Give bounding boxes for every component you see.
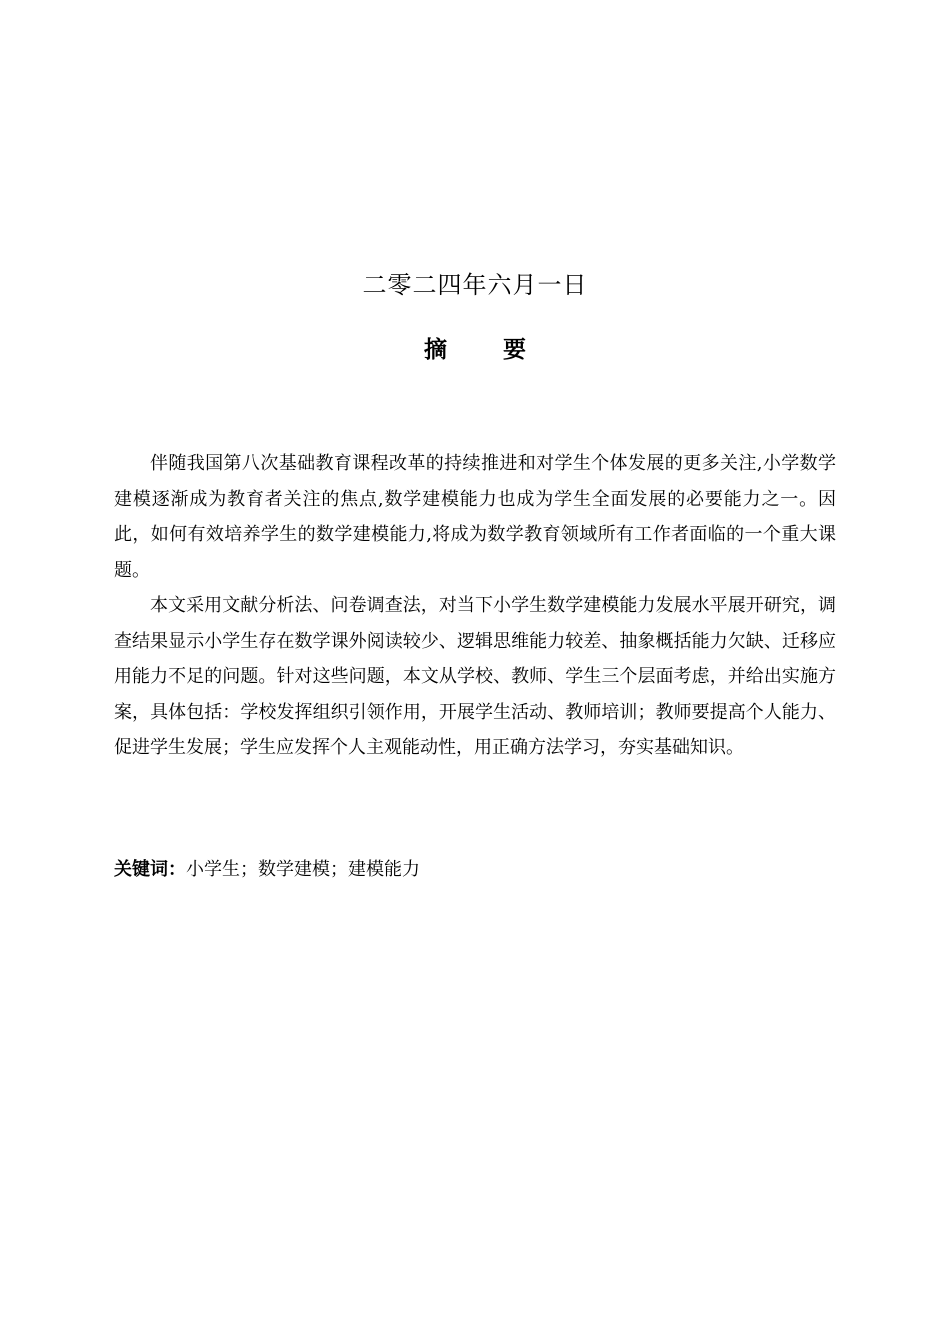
- date-line: 二零二四年六月一日: [362, 271, 588, 299]
- abstract-body: [114, 446, 836, 766]
- abstract-title: 摘 要: [423, 337, 550, 363]
- keywords-label: 关键词：: [114, 859, 186, 880]
- keywords-line: [114, 855, 836, 885]
- abstract-paragraph-2: 本文采用文献分析法、问卷调查法，对当下小学生数学建模能力发展水平展开研究，调查结果显示小学生存在数学课外阅读较少、逻辑思维能力较差、抽象概括能力欠缺、迁移应用能力不足的问题。针对这些问题，本文从学校、教师、学生三个层面考虑，并给出实施方案，具体包括：学校发挥组织引领作用，开展学生活动、教师培训；教师要提高个人能力、促进学生发展；学生应发挥个人主观能动性，用正确方法学习，夯实基础知识。: [114, 595, 836, 758]
- abstract-paragraph-1: 伴随我国第八次基础教育课程改革的持续推进和对学生个体发展的更多关注,小学数学建模逐渐成为教育者关注的焦点,数学建模能力也成为学生全面发展的必要能力之一。因此，如何有效培养学生的数学建模能力,将成为数学教育领域所有工作者面临的一个重大课题。: [114, 453, 836, 581]
- keywords-text: 小学生；数学建模；建模能力: [186, 859, 420, 880]
